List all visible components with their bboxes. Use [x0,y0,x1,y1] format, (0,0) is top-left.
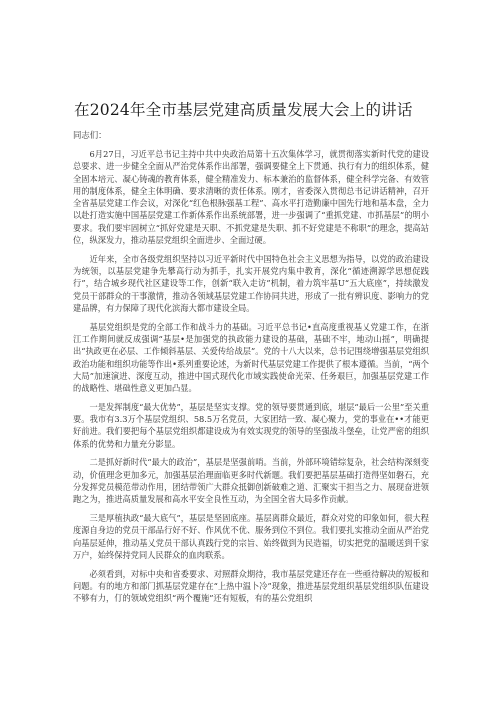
paragraph-6: 三是厚植执政“最大底气”，基层是坚固底座。基层离群众最近，群众对党的印象如何，很大程度源自身边的党员干部品行好不好、作风优不优、服务到位不到位。我们要扎实推动全面从严治党向基层延伸，推动基乂党员干部认真践行党的宗旨、始终做到为民造福，切实把党的温暖送到千家万户，始终保持党同人民群众的血肉联系。 [73,512,429,560]
paragraph-3: 基层党组织是党的全部工作和战斗力的基础。习近平总书记•直高度重视基乂党建工作，在浙江工作期间就反成强调“基层•是加强党的执政能力建设的基础，基础不牢，地动山摇”，明确提出“执政更在必层、工作倾斜基层、关爱传给战层”。党的十八大以来，总书记围绕增强基层党组织政治功能和组织功能等作出•系列重要论述，为新时代基层党建工作提供了根本遵循。当前，“两个大局”加速演进、深度互动，推进中国式现代化市域实践使命光荣、任务艰巨，加强基层党建工作的战略性、堪础性意义更加凸显。 [73,321,429,394]
paragraph-7: 必须看到，对标中央和省委要求、对照群众期待，我市基层党建还存在一些亟待解决的短板和问题。有的地方和部门抓基层党建存在“上热中温卜冷”现象，推进基层党组织基层党组织队伍建设不够有力，仃的领域党组织“两个覆施”还有短板，有的基公党组织 [73,568,429,604]
greeting-line: 同志们： [73,130,107,140]
paragraph-2: 近年来，全市各级党组织坚持以习近平新时代中国特色社会主义思想为指导，以党的政治建设为统领，以基层党建争先攀高行动为抓手，扎实开展党内集中教育，深化“循迹溯源学思想促践行”，结合城乡现代社区建设等工作，创新“联入走访”机制，着力筑牢基U“五大底座”，持续激发党员干部群众的干事激情，推动各领域基层党建工作协同共进，形成了一批有辨识度、影响力的党建品牌，有力保障了现代化滨海大都市建设全局。 [73,253,429,313]
speech-body [73,148,429,611]
paragraph-1: 6月27日，习近平总书记主持中共中央政治局第十五次集体学习，就贯彻落实新时代党的建设总要求、进一步健全全面从严治党体系作出部署，强调要健全上下贯通、执行有力的组织体系，健全固本培元、凝心铸魂的教育体系，健全精准发力、标本兼治的监督体系，健全科学完备、有效管用的制度体系，健全主体明确、要求清晰的责任体系。刚才，省委深入贯彻总书记讲话精神，召开全省基层党建工作会议，对深化“红色根脉强基工程”、高水平打造勤廉中国先行地和基本盘，全力以赴打造实施中国基层党建工作新体系作出系统部署，进一步强调了“重抓党建、市抓基层”的明小要求。我们要牢固树立“抓好党建是天职、不抓党建是失职、抓不好党建是不称职”的理念，提高站位，纵深发力，推动基层党组织全面进步、全面过硬。 [73,149,429,246]
paragraph-4: 一是发挥制度“最大优势”，基层是坚实支撑。党的领导要贯通到底，堪层“最后一公里”至关重要。我市有3.3万个基层党组织、58.5万名党员，大家团结一致、凝心聚力，党的事业在••才能更好前进。我们要把每个基层党组织都建设成为有效实现党的领导的坚强战斗堡垒，让党严密的组织体系的优势和力量充分影显。 [73,401,429,449]
paragraph-5: 二是抓好新时代“最大的政治”，基层是坚强前哨。当前，外部环境错综复杂，社会结构深刻变动，价值理念更加多元，加强基层治理面临更多时代新题。我们要把基层基础打造得坚如磐石，充分发挥党员模范带动作用，团结带领广大群众抵御创新破难之道、汇聚实干担当之力、展现奋进领跑之为，推进高质量发展和高水平安全良性互动，为全国全省大局多作贡献。 [73,457,429,505]
page-title: 在2024年全市基层党建高质量发展大会上的讲话 [74,101,413,119]
